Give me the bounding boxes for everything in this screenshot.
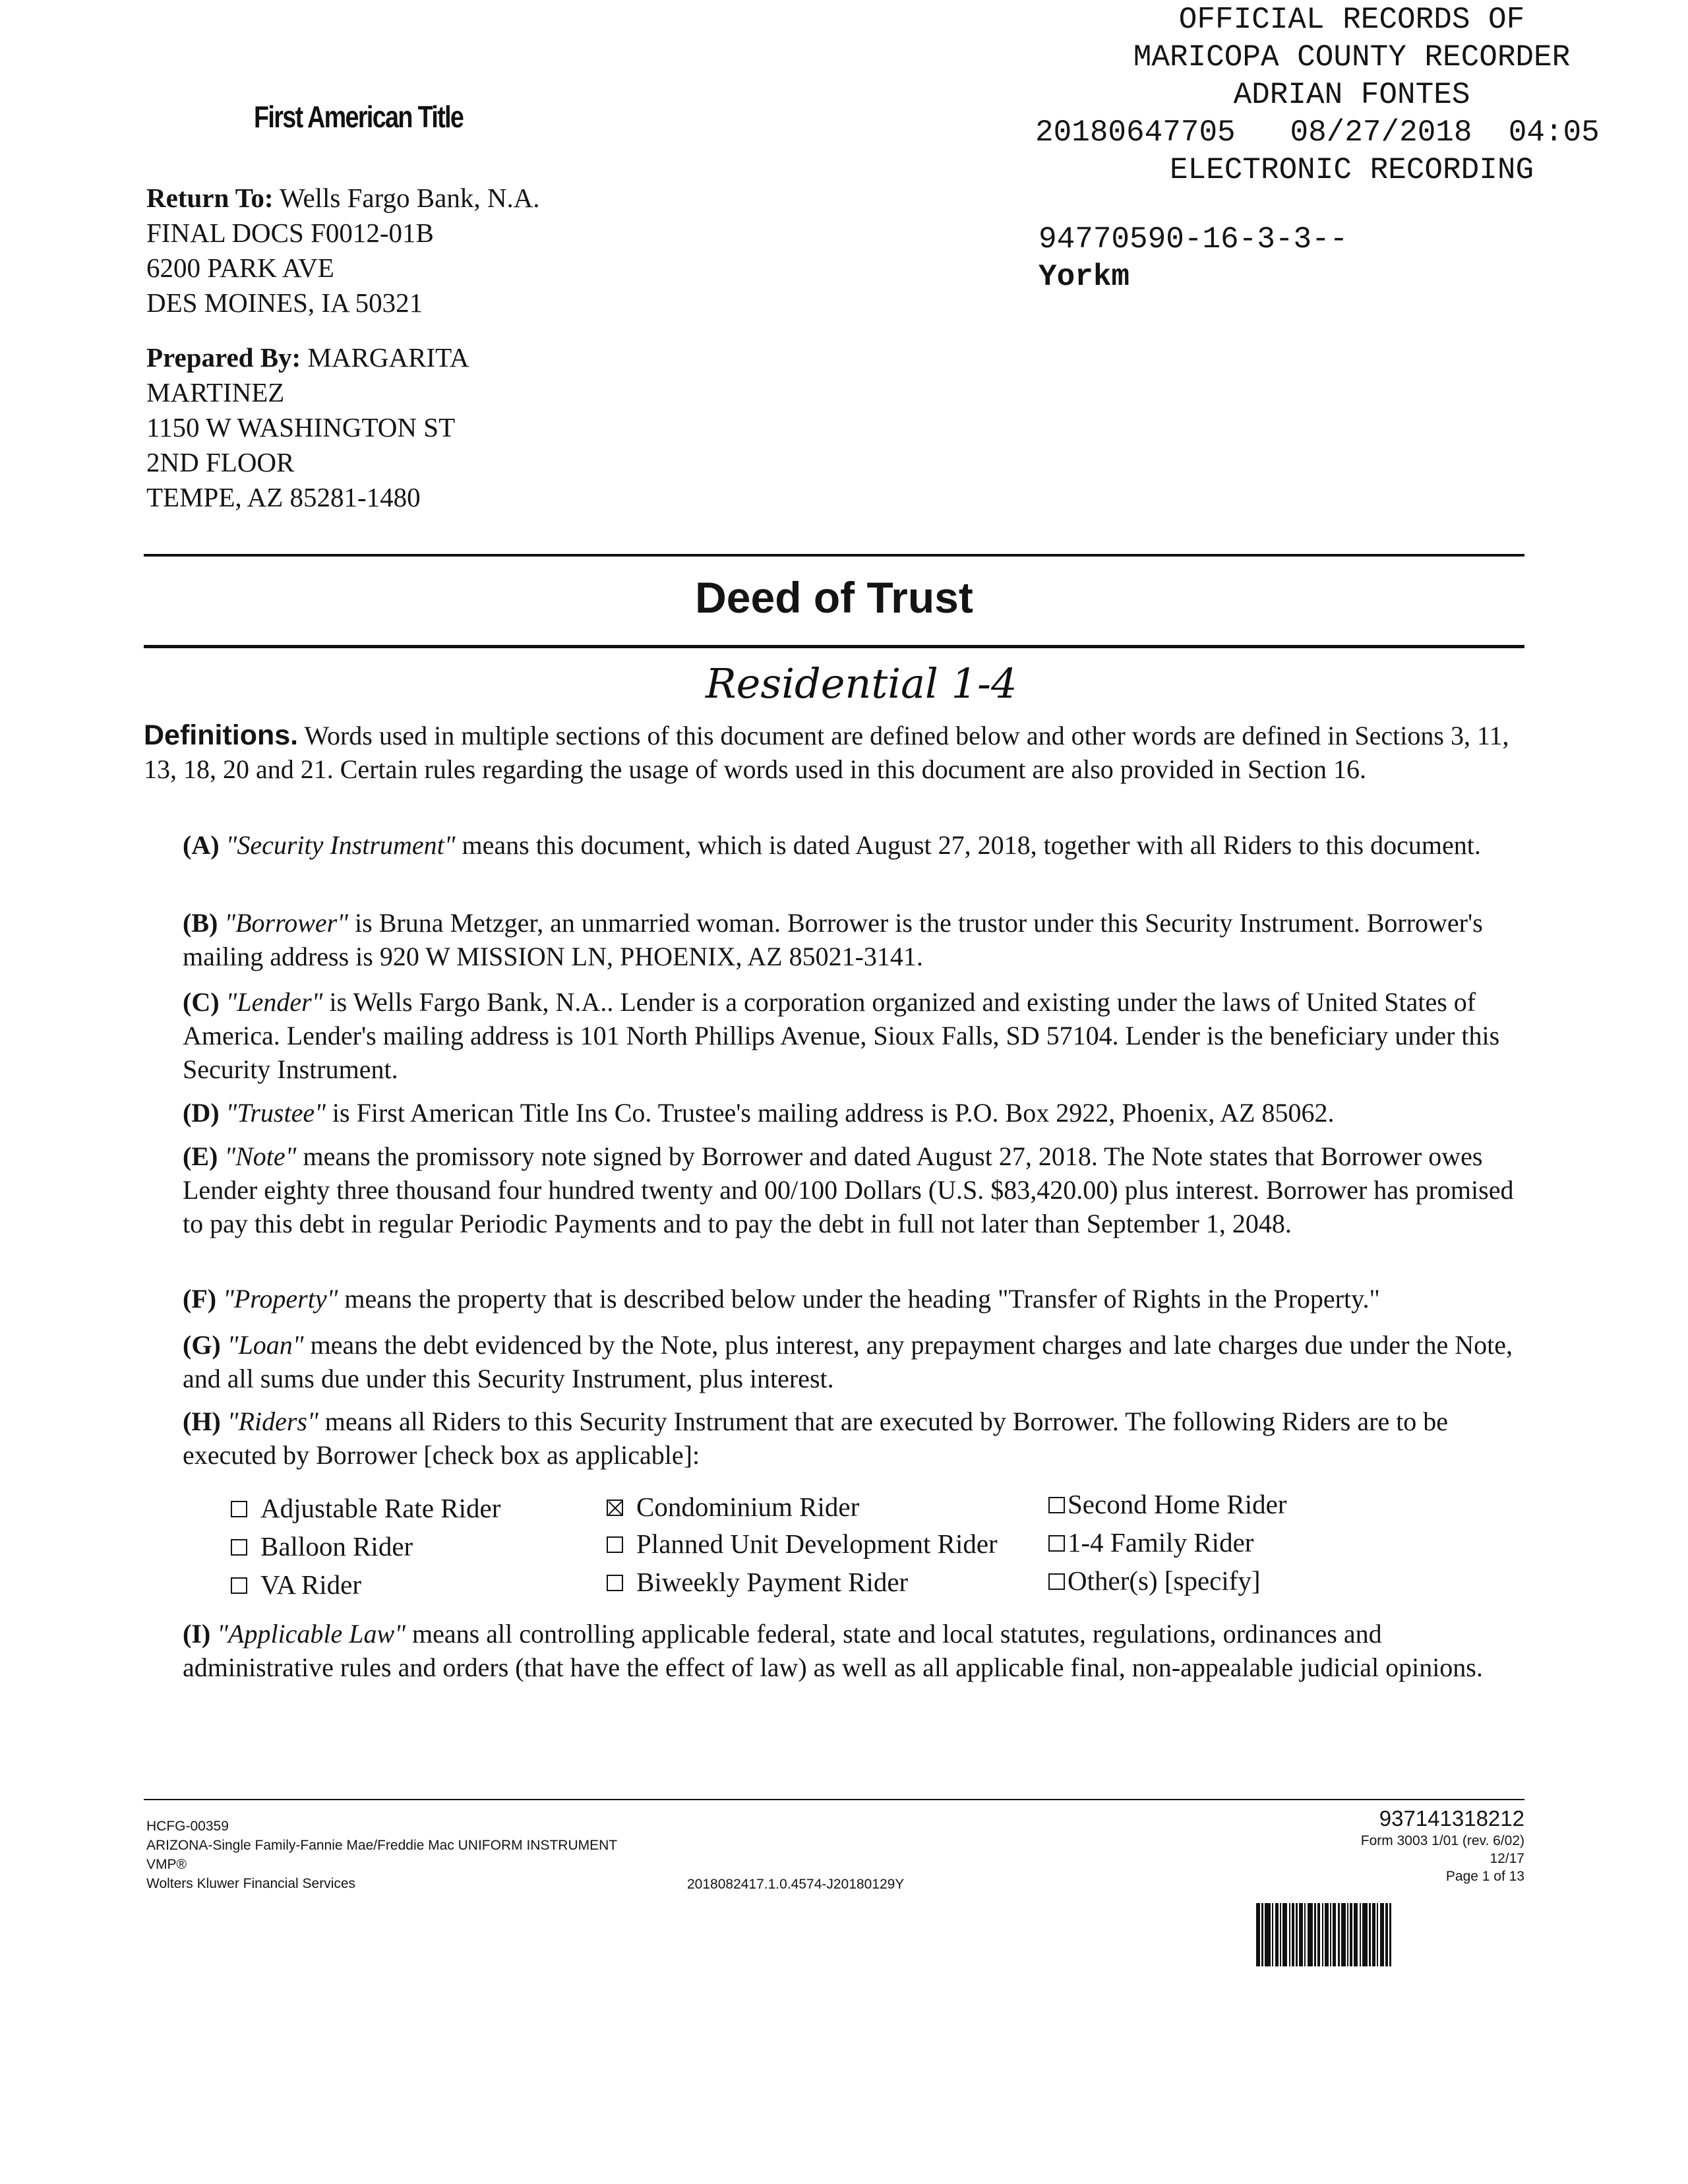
return-to-name: Wells Fargo Bank, N.A. [273, 183, 540, 213]
definition-item [183, 906, 1534, 973]
definition-term: "Note" [224, 1141, 297, 1171]
barcode-bar [1296, 1903, 1298, 1966]
barcode-bar [1289, 1903, 1290, 1966]
reference-block [1039, 221, 1348, 296]
barcode-bar [1292, 1903, 1294, 1966]
reference-name: Yorkm [1039, 260, 1130, 294]
definition-term: "Applicable Law" [217, 1619, 406, 1649]
definitions-heading: Definitions. [144, 719, 299, 751]
rider-option: 1-4 Family Rider [1048, 1523, 1253, 1562]
definition-text: means this document, which is dated August 27, 2018, together with all Riders to this document. [455, 830, 1481, 860]
address-line: TEMPE, AZ 85281-1480 [146, 482, 421, 512]
definition-label: (C) [183, 987, 220, 1017]
rider-option: Other(s) [specify] [1048, 1562, 1261, 1600]
barcode-bar [1325, 1903, 1329, 1966]
rider-checkbox[interactable] [1048, 1535, 1065, 1552]
definition-text: is First American Title Ins Co. Trustee's mailing address is P.O. Box 2922, Phoenix, AZ 85062. [325, 1098, 1335, 1128]
rider-option: Adjustable Rate Rider [231, 1489, 500, 1528]
address-line: 1150 W WASHINGTON ST [146, 412, 456, 442]
definition-label: (A) [183, 830, 220, 860]
definition-text: means all controlling applicable federal, state and local statutes, regulations, ordinances and administrative rules and orders (that have the effect of law) as well as all applicable final, non-appealable judicial opinions. [183, 1619, 1483, 1682]
definition-label: (D) [183, 1098, 220, 1128]
barcode-bar [1360, 1903, 1361, 1966]
definition-text: is Wells Fargo Bank, N.A.. Lender is a corporation organized and existing under the laws of United States of America. Lender's mailing address is 101 North Phillips Avenue, Sioux Falls, SD 57104. Lender is the beneficiary under this Security Instrument. [183, 987, 1500, 1084]
definition-label: (F) [183, 1284, 217, 1314]
definition-text: means the promissory note signed by Borrower and dated August 27, 2018. The Note states that Borrower owes Lender eighty three thousand four hundred twenty and 00/100 Dollars (U.S. $83,420.00) plus interest. Borrower has promised to pay this debt in regular Periodic Payments and to pay the debt in full not later than September 1, 2048. [183, 1141, 1514, 1238]
address-line: 6200 PARK AVE [146, 253, 334, 283]
barcode-bar [1389, 1903, 1391, 1966]
definition-label: (E) [183, 1141, 218, 1171]
barcode-bar [1322, 1903, 1323, 1966]
barcode-image [1256, 1903, 1526, 1966]
barcode-bar [1369, 1903, 1371, 1966]
rider-checkbox[interactable] [1048, 1497, 1065, 1513]
definition-term: "Borrower" [224, 908, 349, 938]
loan-number: 937141318212 [1379, 1806, 1524, 1831]
definition-term: "Loan" [227, 1330, 304, 1360]
definition-item [183, 1617, 1534, 1684]
definition-item [183, 1282, 1534, 1316]
rider-option: Biweekly Payment Rider [607, 1563, 908, 1602]
definition-item [183, 1139, 1534, 1240]
barcode-bar [1341, 1903, 1346, 1966]
rider-option: Balloon Rider [231, 1527, 413, 1566]
barcode-bar [1380, 1903, 1384, 1966]
rider-checkbox[interactable] [231, 1577, 247, 1594]
barcode-bar [1308, 1903, 1313, 1966]
footer-line: ARIZONA-Single Family-Fannie Mae/Freddie Mac UNIFORM INSTRUMENT [146, 1838, 618, 1853]
stamp-line: MARICOPA COUNTY RECORDER [1133, 40, 1571, 75]
recording-stamp [1029, 1, 1675, 189]
stamp-line: OFFICIAL RECORDS OF [1178, 3, 1525, 37]
form-number: Form 3003 1/01 (rev. 6/02) [1360, 1833, 1524, 1848]
barcode-bar [1272, 1903, 1273, 1966]
definition-label: (B) [183, 908, 218, 938]
prepared-by-name: MARGARITA [301, 342, 469, 373]
footer-line: HCFG-00359 [146, 1819, 229, 1834]
return-to-block [146, 181, 540, 320]
rider-option: Condominium Rider [607, 1488, 859, 1527]
barcode-bar [1314, 1903, 1316, 1966]
rider-option: Planned Unit Development Rider [607, 1525, 998, 1563]
divider [144, 645, 1524, 648]
rider-checkbox[interactable] [1048, 1573, 1065, 1590]
barcode-bar [1377, 1903, 1378, 1966]
definition-item [183, 985, 1534, 1086]
prepared-by-block [146, 340, 469, 515]
barcode-bar [1280, 1903, 1281, 1966]
barcode-bar [1282, 1903, 1287, 1966]
barcode-bar [1256, 1903, 1260, 1966]
address-line: FINAL DOCS F0012-01B [146, 218, 434, 248]
rider-checkbox[interactable] [607, 1575, 623, 1591]
footer-right-block [1187, 1805, 1524, 1885]
definition-text: means the debt evidenced by the Note, plus interest, any prepayment charges and late charges due under the Note, and all sums due under this Security Instrument, plus interest. [183, 1330, 1513, 1393]
record-number: 20180647705 08/27/2018 04:05 [1035, 115, 1600, 150]
definition-item [183, 1328, 1534, 1395]
document-title: Deed of Trust [695, 573, 973, 622]
barcode-bar [1299, 1903, 1303, 1966]
barcode-bar [1261, 1903, 1263, 1966]
company-logo: First American Title [254, 100, 464, 134]
barcode-bar [1338, 1903, 1340, 1966]
footer-form-info [146, 1817, 617, 1893]
recording-type: ELECTRONIC RECORDING [1169, 153, 1534, 187]
definition-term: "Riders" [227, 1407, 318, 1436]
address-line: DES MOINES, IA 50321 [146, 288, 423, 318]
barcode-bar [1304, 1903, 1306, 1966]
form-date: 12/17 [1490, 1851, 1524, 1866]
barcode-bar [1362, 1903, 1368, 1966]
barcode-bar [1275, 1903, 1279, 1966]
rider-option: VA Rider [231, 1565, 361, 1604]
definition-item [183, 1405, 1534, 1472]
definition-text: means the property that is described below under the heading "Transfer of Rights in the Property." [338, 1284, 1380, 1314]
definitions-intro [144, 719, 1524, 786]
definition-item [183, 1096, 1534, 1130]
definition-text: is Bruna Metzger, an unmarried woman. Borrower is the trustor under this Security Instrument. Borrower's mailing address is 920 W MISSION LN, PHOENIX, AZ 85021-3141. [183, 908, 1483, 971]
footer-line: VMP® [146, 1857, 187, 1872]
handwritten-annotation [699, 653, 1055, 725]
rider-option: Second Home Rider [1048, 1485, 1286, 1524]
handwritten-text: Residential 1-4 [706, 659, 1017, 708]
rider-checkbox[interactable] [231, 1501, 247, 1517]
rider-checkbox[interactable] [607, 1536, 623, 1553]
barcode-bar [1333, 1903, 1336, 1966]
barcode-bar [1347, 1903, 1348, 1966]
definition-term: "Lender" [226, 987, 323, 1017]
definition-label: (H) [183, 1407, 221, 1436]
footer-line: Wolters Kluwer Financial Services [146, 1876, 356, 1891]
barcode-bar [1354, 1903, 1358, 1966]
definition-term: "Security Instrument" [226, 830, 456, 860]
footer-doc-code: 2018082417.1.0.4574-J20180129Y [687, 1877, 905, 1892]
divider [144, 554, 1524, 557]
page-number: Page 1 of 13 [1445, 1869, 1524, 1884]
footer-divider [144, 1799, 1524, 1800]
reference-number: 94770590-16-3-3-- [1039, 222, 1348, 257]
rider-checkbox[interactable] [231, 1539, 247, 1556]
definitions-intro-text: Words used in multiple sections of this document are defined below and other words are defined in Sections 3, 11, 13, 18, 20 and 21. Certain rules regarding the usage of words used in this document are also provided in Section 16. [144, 721, 1509, 784]
definition-label: (I) [183, 1619, 211, 1649]
definition-text: means all Riders to this Security Instrument that are executed by Borrower. The following Riders are to be executed by Borrower [check box as applicable]: [183, 1407, 1449, 1470]
barcode-bar [1350, 1903, 1352, 1966]
address-line: 2ND FLOOR [146, 447, 295, 477]
barcode-bar [1265, 1903, 1271, 1966]
definition-item [183, 828, 1534, 862]
barcode-bar [1330, 1903, 1331, 1966]
rider-checkbox-checked[interactable] [607, 1500, 623, 1516]
barcode-bar [1317, 1903, 1320, 1966]
barcode-bar [1385, 1903, 1388, 1966]
stamp-line: ADRIAN FONTES [1233, 78, 1470, 112]
address-line: MARTINEZ [146, 377, 285, 408]
definition-term: "Trustee" [226, 1098, 326, 1128]
barcode-bar [1372, 1903, 1375, 1966]
prepared-by-label: Prepared By: [146, 342, 301, 373]
return-to-label: Return To: [146, 183, 274, 213]
definition-term: "Property" [223, 1284, 338, 1314]
definition-label: (G) [183, 1330, 221, 1360]
